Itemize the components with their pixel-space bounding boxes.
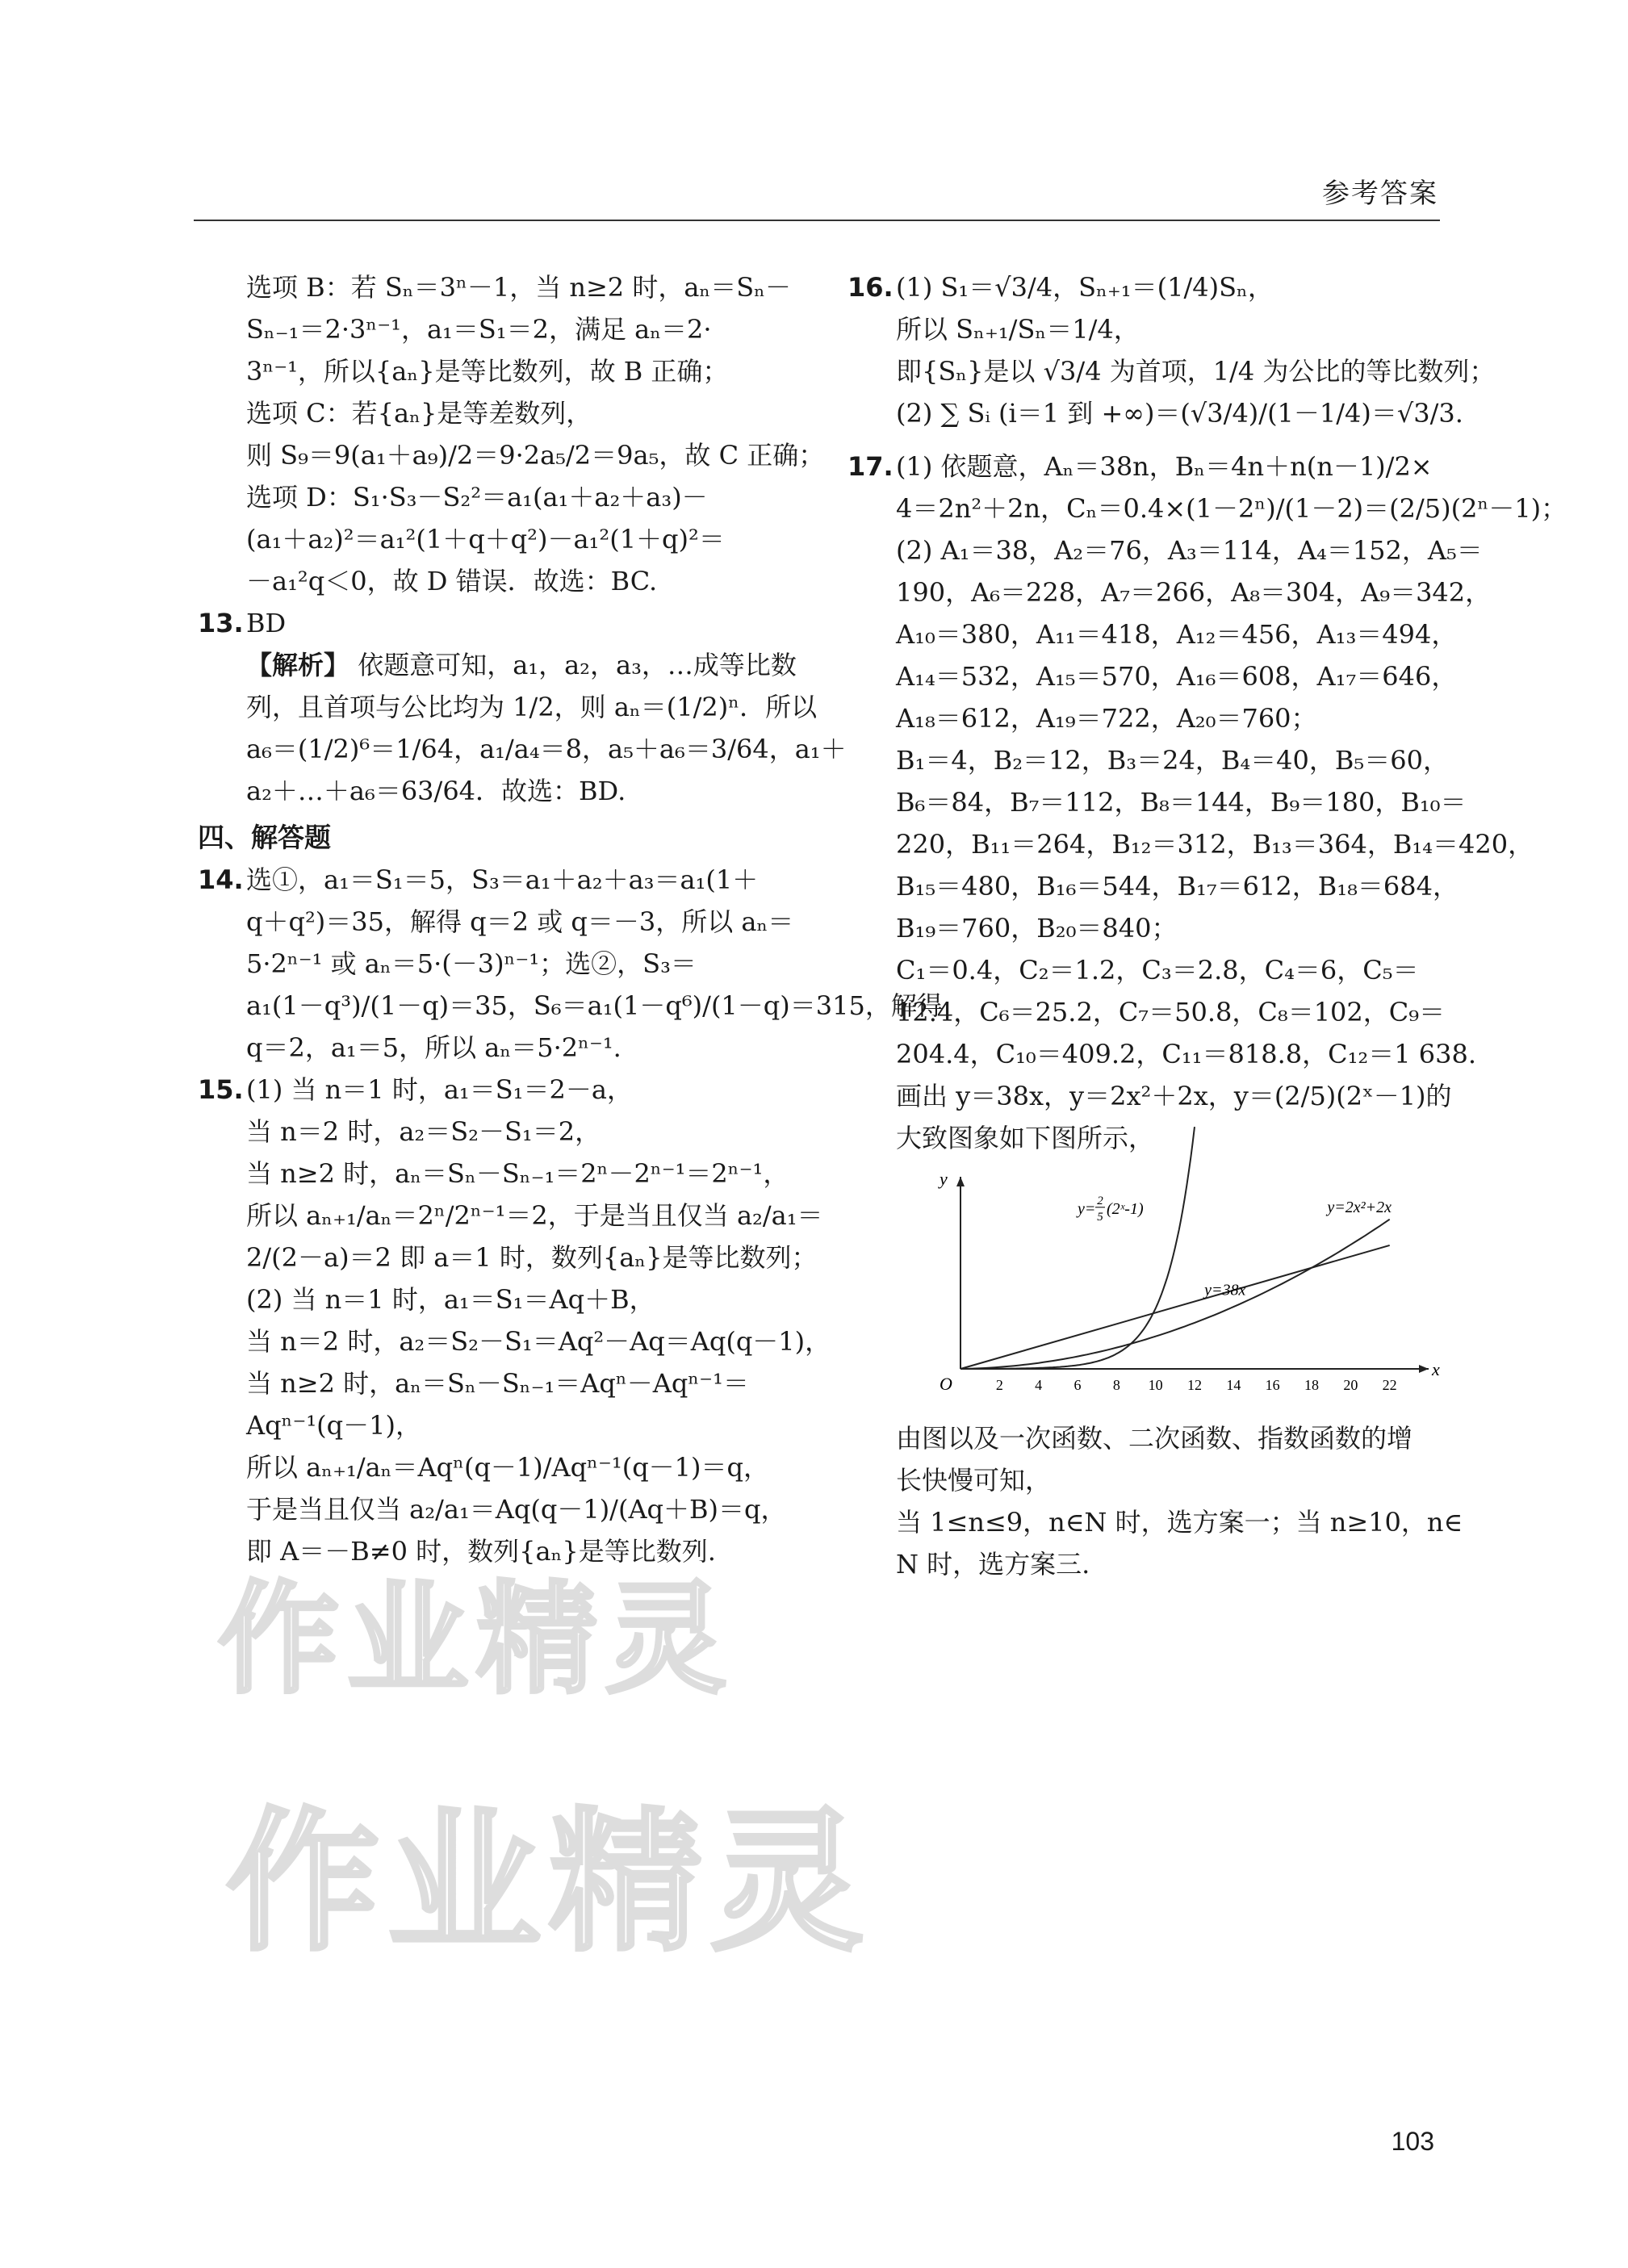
option-c-line-2: 则 S₉＝9(a₁＋a₉)/2＝9·2a₅/2＝9a₅，故 C 正确； — [246, 440, 825, 471]
q14-line-1: 选①，a₁＝S₁＝5，S₃＝a₁＋a₂＋a₃＝a₁(1＋ — [246, 864, 759, 895]
q15-line-10: 所以 aₙ₊₁/aₙ＝Aqⁿ(q－1)/Aqⁿ⁻¹(q－1)＝q， — [246, 1452, 770, 1483]
x-tick-label: 22 — [1382, 1377, 1397, 1393]
q17-line-12: B₁₉＝760，B₂₀＝840； — [896, 913, 1178, 944]
series-linear-line — [960, 1245, 1390, 1369]
series-linear-label: y=38x — [1204, 1281, 1246, 1299]
option-b-block — [198, 266, 825, 602]
page-number: 103 — [1391, 2127, 1434, 2156]
q17-line-6: A₁₄＝532，A₁₅＝570，A₁₆＝608，A₁₇＝646， — [896, 661, 1458, 692]
x-tick-label: 8 — [1112, 1377, 1120, 1393]
series-quadratic-label: y=2x²+2x — [1327, 1198, 1392, 1216]
x-tick-label: 2 — [995, 1377, 1003, 1393]
question-16 — [847, 266, 1496, 434]
right-column — [847, 266, 1567, 1585]
q17-after-4: N 时，选方案三. — [896, 1549, 1090, 1580]
q17-line-3: (2) A₁＝38，A₂＝76，A₃＝114，A₄＝152，A₅＝ — [896, 535, 1483, 566]
option-d-line-1: 选项 D：S₁·S₃－S₂²＝a₁(a₁＋a₂＋a₃)－ — [246, 482, 708, 513]
exp-label-frac-num: 2 — [1097, 1194, 1103, 1207]
q17-line-15: 204.4，C₁₀＝409.2，C₁₁＝818.8，C₁₂＝1 638. — [896, 1039, 1477, 1069]
q16-line-4: (2) ∑ Sᵢ (i＝1 到 +∞)＝(√3/4)/(1－1/4)＝√3/3. — [896, 398, 1463, 429]
question-17 — [847, 446, 1567, 1585]
header-rule — [194, 220, 1440, 221]
q15-line-4: 所以 aₙ₊₁/aₙ＝2ⁿ/2ⁿ⁻¹＝2，于是当且仅当 a₂/a₁＝ — [246, 1200, 823, 1231]
q14-line-2: q＋q²)＝35，解得 q＝2 或 q＝－3，所以 aₙ＝ — [246, 906, 794, 937]
q13-line-4: a₂＋…＋a₆＝63/64．故选：BD. — [246, 776, 626, 806]
origin-label: O — [940, 1374, 952, 1394]
q13-answer: BD — [246, 608, 287, 638]
q17-line-8: B₁＝4，B₂＝12，B₃＝24，B₄＝40，B₅＝60， — [896, 745, 1449, 776]
option-c-line-1: 选项 C：若{aₙ}是等差数列， — [246, 398, 592, 429]
exp-label-prefix: y= — [1078, 1199, 1096, 1218]
q15-number: 15. — [198, 1074, 244, 1105]
section-4-heading: 四、解答题 — [198, 822, 331, 853]
question-13 — [198, 602, 847, 812]
q16-line-2: 所以 Sₙ₊₁/Sₙ＝1/4， — [896, 314, 1140, 345]
q14-line-4: a₁(1－q³)/(1－q)＝35，S₆＝a₁(1－q⁶)/(1－q)＝315，解得 — [246, 990, 943, 1021]
watermark-top: 作业精灵 — [218, 1570, 735, 1710]
q13-number: 13. — [198, 608, 244, 638]
q17-line-11: B₁₅＝480，B₁₆＝544，B₁₇＝612，B₁₈＝684， — [896, 871, 1459, 902]
y-axis-label: y — [940, 1169, 948, 1189]
q17-after-2: 长快慢可知， — [896, 1465, 1052, 1496]
option-b-line-3: 3ⁿ⁻¹，所以{aₙ}是等比数列，故 B 正确； — [246, 356, 729, 387]
q17-after-1: 由图以及一次函数、二次函数、指数函数的增 — [896, 1423, 1413, 1454]
q17-line-4: 190，A₆＝228，A₇＝266，A₈＝304，A₉＝342， — [896, 577, 1492, 608]
q17-line-2: 4＝2n²＋2n，Cₙ＝0.4×(1－2ⁿ)/(1－2)＝(2/5)(2ⁿ－1)； — [896, 493, 1567, 524]
q15-line-6: (2) 当 n＝1 时，a₁＝S₁＝Aq＋B， — [246, 1284, 655, 1315]
q15-line-12: 即 A＝－B≠0 时，数列{aₙ}是等比数列. — [246, 1536, 716, 1567]
q14-line-5: q＝2，a₁＝5，所以 aₙ＝5·2ⁿ⁻¹. — [246, 1032, 621, 1063]
q15-line-8: 当 n≥2 时，aₙ＝Sₙ－Sₙ₋₁＝Aqⁿ－Aqⁿ⁻¹＝ — [246, 1368, 749, 1399]
series-exponential-line — [960, 1127, 1195, 1369]
x-tick-label: 18 — [1304, 1377, 1319, 1393]
option-b-line-1: 选项 B：若 Sₙ＝3ⁿ－1，当 n≥2 时，aₙ＝Sₙ－ — [246, 272, 792, 303]
exp-label-frac-den: 5 — [1097, 1210, 1103, 1224]
growth-chart-svg — [928, 1167, 1445, 1401]
question-14 — [198, 859, 943, 1069]
q16-number: 16. — [847, 272, 894, 303]
q15-line-1: (1) 当 n＝1 时，a₁＝S₁＝2－a， — [246, 1074, 633, 1105]
q17-number: 17. — [847, 451, 894, 482]
q15-line-2: 当 n＝2 时，a₂＝S₂－S₁＝2， — [246, 1116, 601, 1147]
x-axis-label: x — [1432, 1359, 1440, 1379]
q17-line-10: 220，B₁₁＝264，B₁₂＝312，B₁₃＝364，B₁₄＝420， — [896, 829, 1534, 860]
x-tick-label: 16 — [1265, 1377, 1280, 1393]
q15-line-11: 于是当且仅当 a₂/a₁＝Aq(q－1)/(Aq＋B)＝q， — [246, 1494, 787, 1525]
q15-line-3: 当 n≥2 时，aₙ＝Sₙ－Sₙ₋₁＝2ⁿ－2ⁿ⁻¹＝2ⁿ⁻¹， — [246, 1158, 789, 1189]
q13-line-2: 列，且首项与公比均为 1/2，则 aₙ＝(1/2)ⁿ．所以 — [246, 692, 818, 722]
x-tick-label: 14 — [1226, 1377, 1241, 1393]
question-15 — [198, 1069, 831, 1572]
q13-line-1: 依题意可知，a₁，a₂，a₃，…成等比数 — [358, 650, 797, 680]
q17-after-3: 当 1≤n≤9，n∈N 时，选方案一；当 n≥10，n∈ — [896, 1507, 1463, 1538]
q16-line-3: 即{Sₙ}是以 √3/4 为首项，1/4 为公比的等比数列； — [896, 356, 1496, 387]
x-tick-label: 12 — [1187, 1377, 1202, 1393]
q17-line-5: A₁₀＝380，A₁₁＝418，A₁₂＝456，A₁₃＝494， — [896, 619, 1458, 650]
q15-line-9: Aqⁿ⁻¹(q－1)， — [246, 1410, 421, 1441]
exp-label-rest: (2ˣ-1) — [1107, 1199, 1144, 1218]
series-exponential-label — [1076, 1195, 1144, 1224]
q17-line-7: A₁₈＝612，A₁₉＝722，A₂₀＝760； — [896, 703, 1317, 734]
watermark-bottom: 作业精灵 — [226, 1793, 873, 1972]
q17-line-1: (1) 依题意，Aₙ＝38n，Bₙ＝4n＋n(n－1)/2× — [896, 451, 1433, 482]
x-tick-label: 4 — [1035, 1377, 1043, 1393]
q17-line-13: C₁＝0.4，C₂＝1.2，C₃＝2.8，C₄＝6，C₅＝ — [896, 955, 1419, 985]
y-axis-arrow — [956, 1177, 965, 1186]
q15-line-5: 2/(2－a)＝2 即 a＝1 时，数列{aₙ}是等比数列； — [246, 1242, 818, 1273]
series-quadratic-line — [960, 1220, 1390, 1369]
q17-line-16: 画出 y＝38x，y＝2x²＋2x，y＝(2/5)(2ˣ－1)的 — [896, 1081, 1452, 1111]
x-tick-label: 6 — [1073, 1377, 1082, 1393]
growth-chart — [928, 1167, 1445, 1401]
q14-line-3: 5·2ⁿ⁻¹ 或 aₙ＝5·(－3)ⁿ⁻¹；选②，S₃＝ — [246, 948, 697, 979]
x-ticks — [996, 1377, 1397, 1393]
option-d-line-3: －a₁²q＜0，故 D 错误．故选：BC. — [246, 566, 658, 596]
q17-line-14: 12.4，C₆＝25.2，C₇＝50.8，C₈＝102，C₉＝ — [896, 997, 1446, 1027]
q17-line-9: B₆＝84，B₇＝112，B₈＝144，B₉＝180，B₁₀＝ — [896, 787, 1467, 818]
q15-line-7: 当 n＝2 时，a₂＝S₂－S₁＝Aq²－Aq＝Aq(q－1)， — [246, 1326, 831, 1357]
header-title: 参考答案 — [1322, 178, 1438, 210]
option-d-line-2: (a₁＋a₂)²＝a₁²(1＋q＋q²)－a₁²(1＋q)²＝ — [246, 524, 725, 554]
q13-line-3: a₆＝(1/2)⁶＝1/64，a₁/a₄＝8，a₅＋a₆＝3/64，a₁＋ — [246, 734, 847, 764]
x-axis-arrow — [1419, 1365, 1429, 1373]
q17-line-17: 大致图象如下图所示， — [896, 1123, 1155, 1153]
x-tick-label: 20 — [1343, 1377, 1358, 1393]
x-tick-label: 10 — [1148, 1377, 1163, 1393]
q13-analysis-tag: 【解析】 — [246, 650, 350, 680]
q16-line-1: (1) S₁＝√3/4，Sₙ₊₁＝(1/4)Sₙ， — [896, 272, 1274, 303]
q14-number: 14. — [198, 864, 244, 895]
option-b-line-2: Sₙ₋₁＝2·3ⁿ⁻¹，a₁＝S₁＝2，满足 aₙ＝2· — [246, 314, 712, 345]
